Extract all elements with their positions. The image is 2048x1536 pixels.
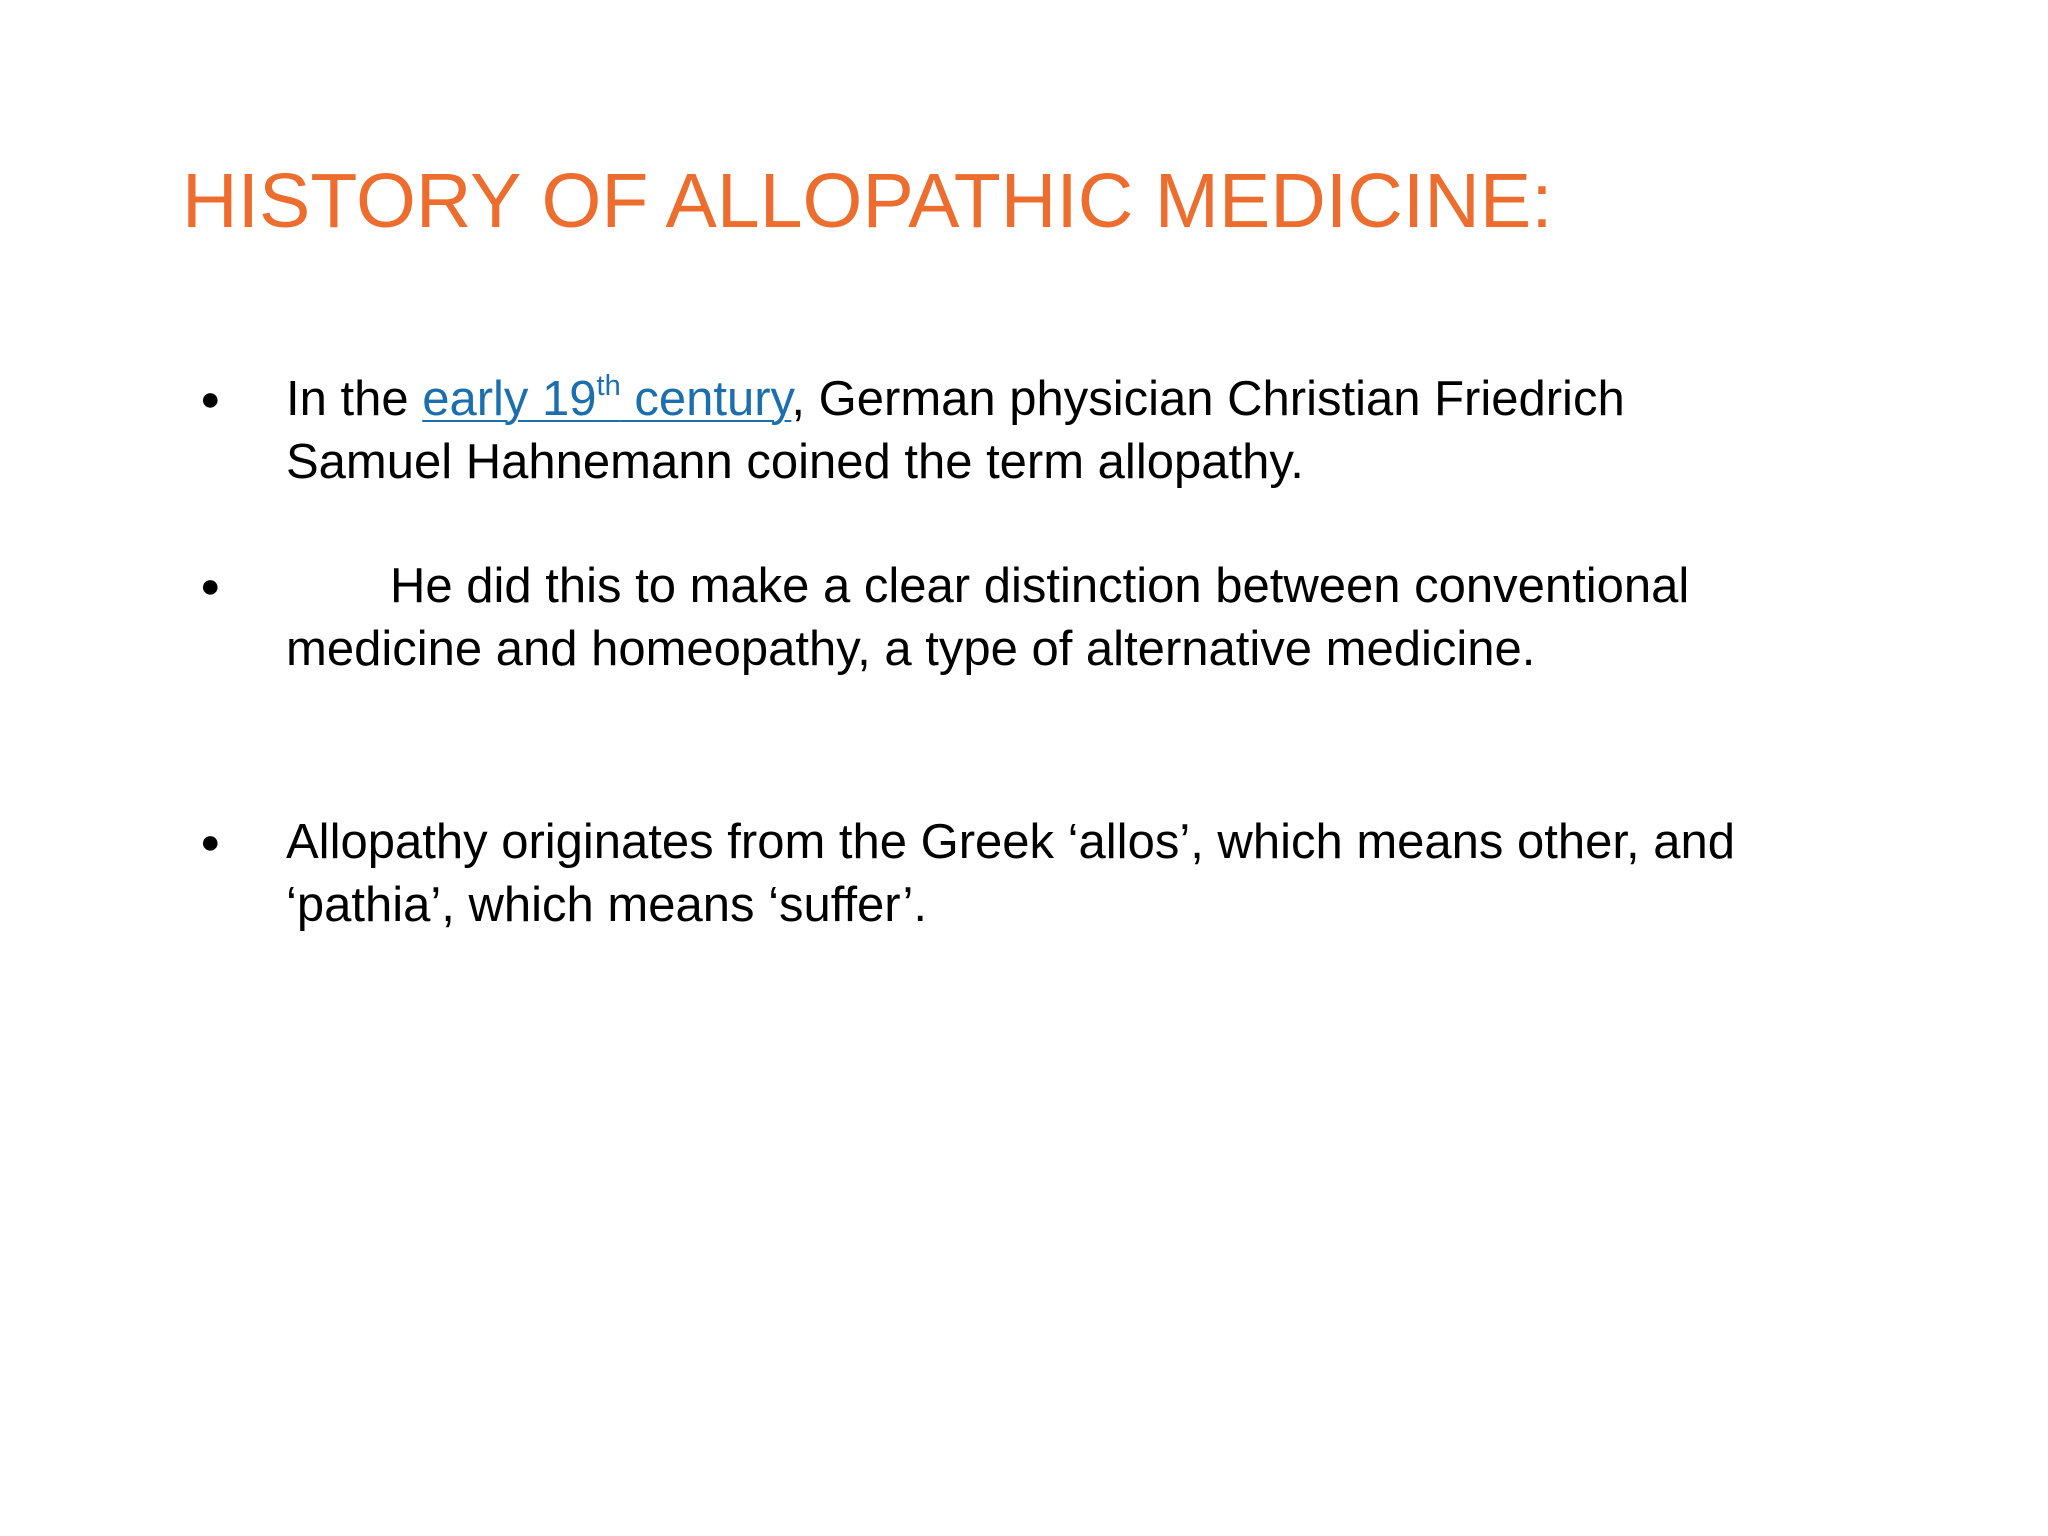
- bullet-text-1-lead: In the: [286, 372, 423, 426]
- bullet-icon: ●: [200, 380, 221, 418]
- bullet-text-1: [286, 368, 1786, 494]
- ordinal-superscript: th: [596, 370, 621, 402]
- bullet-text-3: Allopathy originates from the Greek ‘allos’, which means other, and ‘pathia’, which means ‘suffer’.: [286, 815, 1735, 932]
- early-19th-century-link[interactable]: early 19th century: [422, 370, 792, 426]
- bullet-icon: ●: [200, 567, 221, 605]
- bullet-icon: ●: [200, 823, 221, 861]
- bullet-text-2: He did this to make a clear distinction between conventional medicine and homeopathy, a type of alternative medicine.: [286, 559, 1690, 676]
- slide-title: HISTORY OF ALLOPATHIC MEDICINE:: [182, 158, 1553, 244]
- bullet-text-1-rest: , German physician Christian Friedrich Samuel Hahnemann coined the term allopathy.: [286, 372, 1625, 489]
